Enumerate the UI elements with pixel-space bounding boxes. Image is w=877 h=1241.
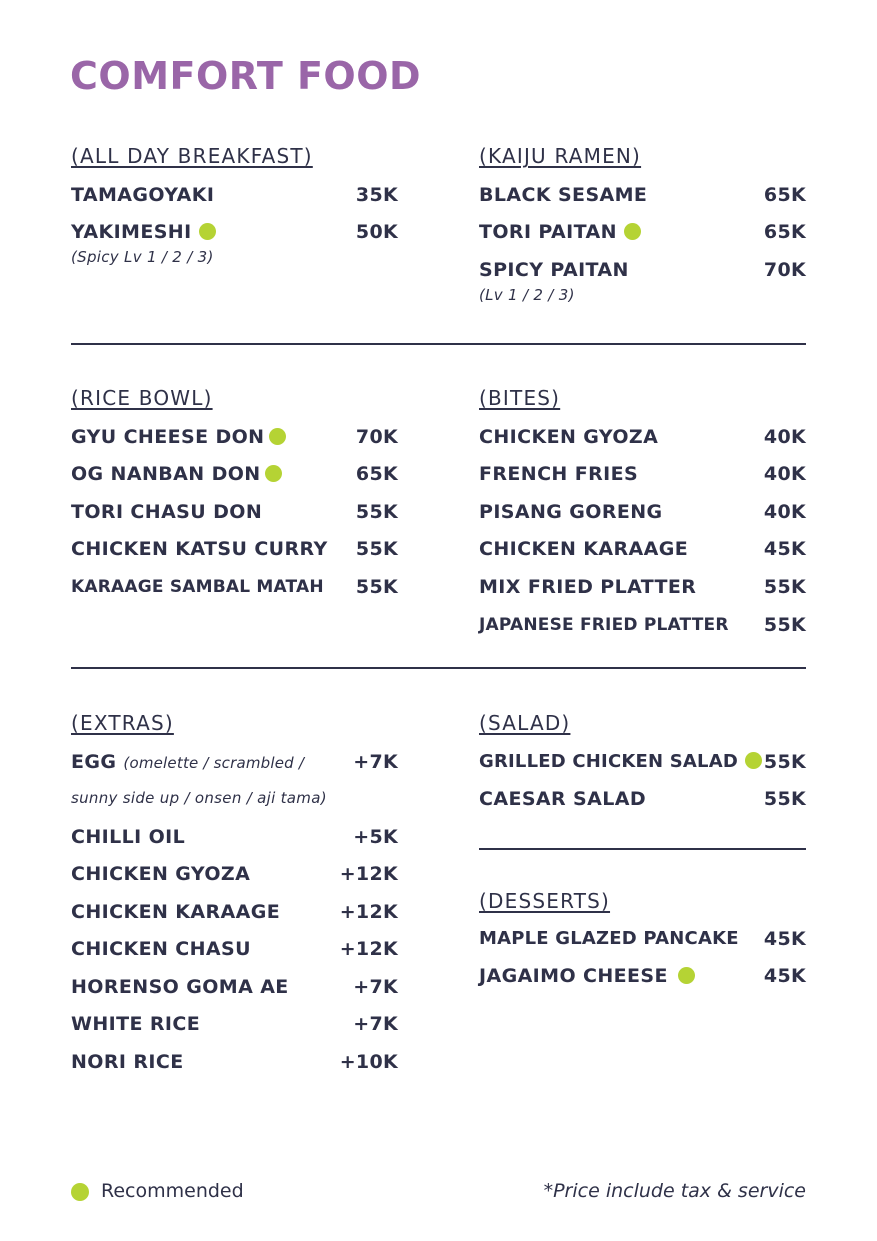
- menu-item: [71, 937, 398, 961]
- item-name: CHICKEN CHASU: [71, 938, 251, 960]
- recommended-dot-icon: [678, 967, 695, 984]
- item-name: BLACK SESAME: [479, 184, 648, 206]
- recommended-dot-icon: [199, 223, 216, 240]
- menu-item: [71, 500, 398, 524]
- menu-item: [479, 425, 806, 449]
- menu-item: [479, 500, 806, 524]
- item-name: TAMAGOYAKI: [71, 184, 215, 206]
- item-name: NORI RICE: [71, 1051, 184, 1073]
- item-name: CAESAR SALAD: [479, 788, 647, 810]
- page-title: COMFORT FOOD: [70, 54, 422, 98]
- item-price: +10K: [339, 1051, 398, 1073]
- item-price: 55K: [763, 576, 806, 598]
- item-price: 55K: [355, 576, 398, 598]
- menu-item: [71, 425, 398, 449]
- menu-item: [71, 975, 398, 999]
- recommended-dot-icon: [745, 752, 762, 769]
- menu-item: [71, 750, 398, 774]
- item-price: 40K: [763, 501, 806, 523]
- section-divider: [479, 848, 806, 850]
- item-name: WHITE RICE: [71, 1013, 201, 1035]
- recommended-dot-icon: [269, 428, 286, 445]
- item-name: JAGAIMO CHEESE: [479, 965, 668, 987]
- item-price: 55K: [763, 614, 806, 636]
- item-name: MAPLE GLAZED PANCAKE: [479, 928, 739, 949]
- menu-item: [479, 750, 806, 774]
- menu-item: [479, 927, 806, 951]
- item-price: 45K: [763, 538, 806, 560]
- section-heading: (KAIJU RAMEN): [479, 144, 642, 168]
- menu-item: [479, 575, 806, 599]
- item-price: 55K: [355, 501, 398, 523]
- section-heading: (EXTRAS): [71, 711, 174, 735]
- item-name: SPICY PAITAN: [479, 259, 629, 281]
- section-heading: (SALAD): [479, 711, 571, 735]
- menu-item: [71, 220, 398, 244]
- section-divider: [71, 667, 806, 669]
- menu-item: [479, 258, 806, 282]
- item-price: 35K: [355, 184, 398, 206]
- item-name: YAKIMESHI: [71, 221, 192, 243]
- item-price: 45K: [763, 965, 806, 987]
- item-price: 70K: [763, 259, 806, 281]
- section-heading: (ALL DAY BREAKFAST): [71, 144, 313, 168]
- item-price: 40K: [763, 426, 806, 448]
- menu-item: [479, 537, 806, 561]
- item-price: 55K: [763, 751, 806, 773]
- item-name: CHILLI OIL: [71, 826, 186, 848]
- menu-item: [71, 537, 398, 561]
- item-name: JAPANESE FRIED PLATTER: [479, 615, 729, 635]
- item-price: +5K: [353, 826, 398, 848]
- item-price: +12K: [339, 901, 398, 923]
- section-heading: (RICE BOWL): [71, 386, 213, 410]
- recommended-legend-icon: [71, 1183, 89, 1201]
- item-name: CHICKEN GYOZA: [479, 426, 659, 448]
- item-price: 70K: [355, 426, 398, 448]
- price-footnote: *Price include tax & service: [543, 1180, 806, 1202]
- menu-item: [479, 964, 806, 988]
- recommended-dot-icon: [624, 223, 641, 240]
- menu-item: [71, 1012, 398, 1036]
- recommended-dot-icon: [265, 465, 282, 482]
- item-price: 65K: [763, 221, 806, 243]
- item-note: (Spicy Lv 1 / 2 / 3): [71, 248, 214, 266]
- item-price: 50K: [355, 221, 398, 243]
- item-price: 40K: [763, 463, 806, 485]
- item-name: OG NANBAN DON: [71, 463, 261, 485]
- item-price: +7K: [353, 751, 398, 773]
- item-name: CHICKEN GYOZA: [71, 863, 251, 885]
- section-heading: (DESSERTS): [479, 889, 611, 913]
- menu-item: [71, 462, 398, 486]
- item-price: +12K: [339, 863, 398, 885]
- menu-item: [479, 220, 806, 244]
- item-name: CHICKEN KARAAGE: [71, 901, 281, 923]
- item-name: CHICKEN KATSU CURRY: [71, 538, 328, 560]
- item-name: MIX FRIED PLATTER: [479, 576, 697, 598]
- item-name: TORI CHASU DON: [71, 501, 263, 523]
- item-name: CHICKEN KARAAGE: [479, 538, 689, 560]
- item-name: PISANG GORENG: [479, 501, 663, 523]
- item-price: 55K: [355, 538, 398, 560]
- item-name: GRILLED CHICKEN SALAD: [479, 751, 738, 772]
- item-price: 65K: [763, 184, 806, 206]
- item-price: +12K: [339, 938, 398, 960]
- item-price: 65K: [355, 463, 398, 485]
- menu-item: [71, 825, 398, 849]
- item-price: 45K: [763, 928, 806, 950]
- menu-item: [71, 1050, 398, 1074]
- item-price: +7K: [353, 976, 398, 998]
- menu-item: [479, 183, 806, 207]
- menu-item: [479, 613, 806, 637]
- item-name: GYU CHEESE DON: [71, 426, 265, 448]
- menu-item: [479, 462, 806, 486]
- item-note: (omelette / scrambled /: [123, 754, 305, 772]
- legend-label: Recommended: [101, 1180, 244, 1202]
- menu-item: [71, 183, 398, 207]
- section-heading: (BITES): [479, 386, 561, 410]
- menu-item: [479, 787, 806, 811]
- item-price: +7K: [353, 1013, 398, 1035]
- item-name: TORI PAITAN: [479, 221, 617, 243]
- item-note: (Lv 1 / 2 / 3): [479, 286, 575, 304]
- menu-item: [71, 900, 398, 924]
- item-note: sunny side up / onsen / aji tama): [71, 789, 327, 807]
- item-name: FRENCH FRIES: [479, 463, 639, 485]
- item-name: HORENSO GOMA AE: [71, 976, 289, 998]
- item-price: 55K: [763, 788, 806, 810]
- item-name: EGG: [71, 751, 117, 773]
- item-name: KARAAGE SAMBAL MATAH: [71, 577, 324, 597]
- menu-item: [71, 575, 398, 599]
- section-divider: [71, 343, 806, 345]
- menu-item: [71, 862, 398, 886]
